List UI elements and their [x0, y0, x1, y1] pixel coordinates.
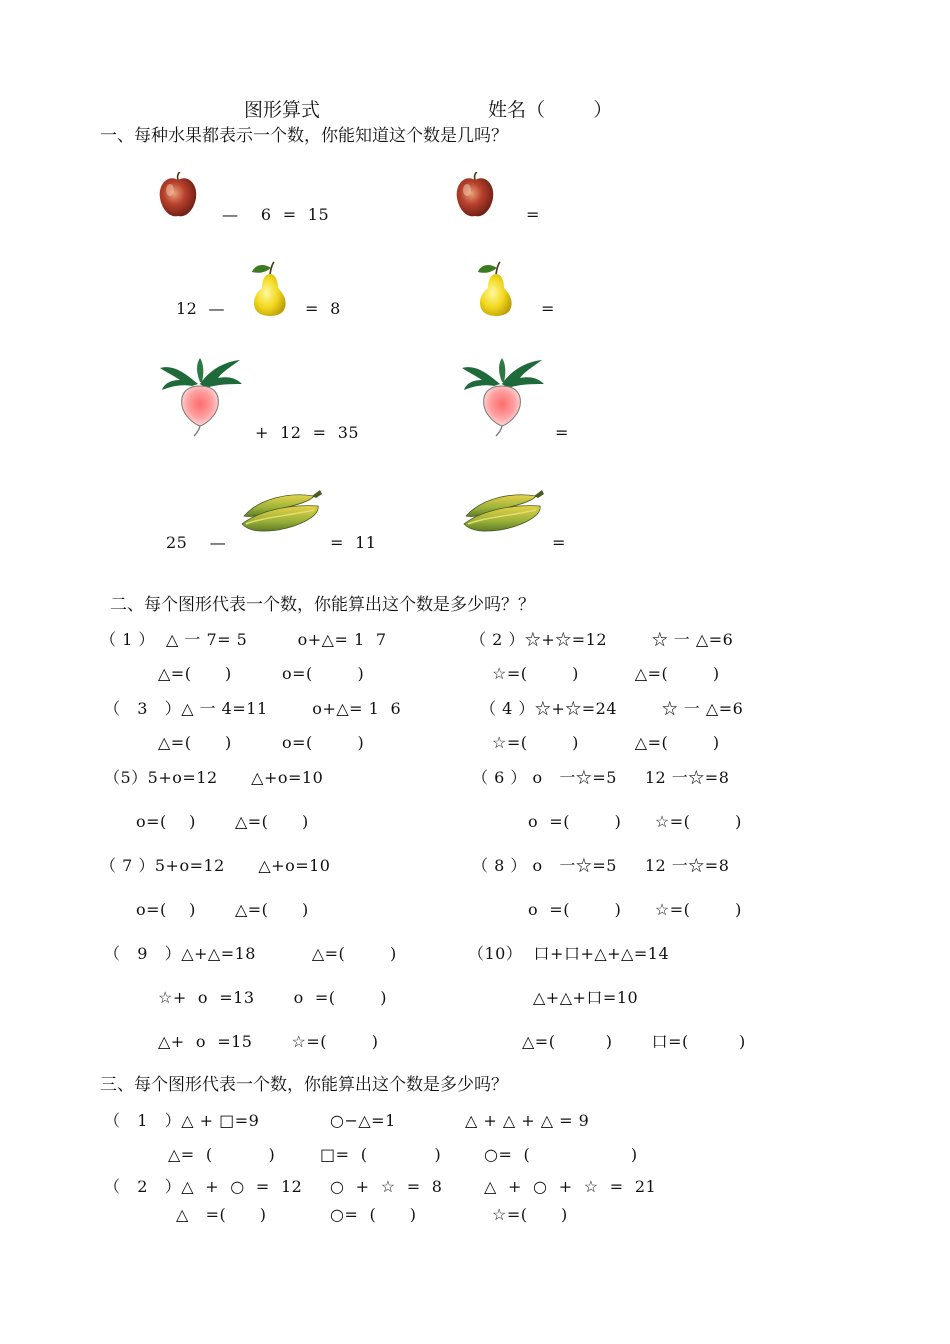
s2-problem-1: （ 1 ） △ 一 7= 5 o+△= 1 7 — [100, 630, 387, 649]
pear-icon — [470, 260, 520, 318]
row-4-right-equals: = — [552, 533, 566, 552]
s3-answer-1-a: △= ( ) — [168, 1145, 276, 1164]
row-4-left-suffix: = 11 — [330, 533, 377, 552]
s2-answer-10: △=( ) 口=( ) — [522, 1032, 746, 1051]
s2-answer-6: o =( ) ☆=( ) — [528, 812, 742, 831]
s2-problem-9: （ 9 ）△+△=18 △=( ) — [104, 944, 397, 963]
banana-icon — [240, 486, 324, 538]
row-3-left-equation: + 12 = 35 — [255, 423, 360, 442]
apple-icon — [455, 172, 495, 218]
radish-icon — [458, 354, 548, 438]
s2-answer-5: o=( ) △=( ) — [136, 812, 309, 831]
s3-problem-1-c: △ + △ + △ = 9 — [465, 1111, 590, 1130]
s2-problem-10: （10） 口+口+△+△=14 — [468, 944, 670, 963]
s3-problem-2-c: △ + ○ + ☆ = 21 — [484, 1177, 657, 1196]
s3-problem-2-a: （ 2 ）△ + ○ = 12 — [104, 1177, 303, 1196]
s2-answer-2: ☆=( ) △=( ) — [492, 664, 720, 683]
s2-problem-7: （ 7 ）5+o=12 △+o=10 — [100, 856, 331, 875]
apple-icon — [158, 172, 198, 218]
worksheet-title: 图形算式 — [244, 99, 321, 121]
s2-answer-1: △=( ) o=( ) — [158, 664, 365, 683]
s2-answer-3: △=( ) o=( ) — [158, 733, 365, 752]
radish-icon — [156, 354, 246, 438]
s2-problem-9-line-3: △+ o =15 ☆=( ) — [158, 1032, 379, 1051]
s3-answer-1-c: ○= ( ) — [484, 1145, 638, 1164]
s3-answer-1-b: □= ( ) — [320, 1145, 442, 1164]
s3-problem-1-a: （ 1 ）△ + □=9 — [104, 1111, 260, 1130]
row-3-right-equals: = — [555, 423, 569, 442]
s2-problem-6: （ 6 ） o 一☆=5 12 一☆=8 — [472, 768, 730, 787]
s2-problem-4: （ 4 ）☆+☆=24 ☆ 一 △=6 — [480, 699, 744, 718]
s2-problem-5: （5）5+o=12 △+o=10 — [104, 768, 324, 787]
row-2-left-prefix: 12 — — [176, 299, 226, 318]
s2-problem-9-line-2: ☆+ o =13 o =( ) — [158, 988, 387, 1007]
row-1-left-equation: — 6 = 15 — [222, 205, 330, 224]
row-4-left-prefix: 25 — — [166, 533, 227, 552]
s2-answer-4: ☆=( ) △=( ) — [492, 733, 720, 752]
s2-problem-10-line-2: △+△+口=10 — [533, 988, 639, 1007]
section-1-heading: 一、每种水果都表示一个数，你能知道这个数是几吗？ — [100, 126, 508, 146]
banana-icon — [462, 486, 546, 538]
pear-icon — [244, 260, 294, 318]
s3-answer-2-c: ☆=( ) — [492, 1205, 568, 1224]
s2-answer-7: o=( ) △=( ) — [136, 900, 309, 919]
s2-problem-3: （ 3 ）△ 一 4=11 o+△= 1 6 — [104, 699, 402, 718]
s3-problem-1-b: ○−△=1 — [330, 1111, 396, 1130]
section-2-heading: 二、每个图形代表一个数，你能算出这个数是多少吗？？ — [110, 595, 535, 615]
row-2-right-equals: = — [541, 299, 555, 318]
s3-problem-2-b: ○ + ☆ = 8 — [330, 1177, 443, 1196]
name-field-label: 姓名（ ） — [488, 99, 613, 121]
section-3-heading: 三、每个图形代表一个数，你能算出这个数是多少吗？ — [100, 1075, 508, 1095]
row-1-right-equals: = — [526, 205, 540, 224]
s2-problem-8: （ 8 ） o 一☆=5 12 一☆=8 — [472, 856, 730, 875]
s3-answer-2-a: △ =( ) — [176, 1205, 267, 1224]
row-2-left-suffix: = 8 — [305, 299, 341, 318]
s2-problem-2: （ 2 ）☆+☆=12 ☆ 一 △=6 — [470, 630, 734, 649]
s3-answer-2-b: ○= ( ) — [330, 1205, 417, 1224]
s2-answer-8: o =( ) ☆=( ) — [528, 900, 742, 919]
